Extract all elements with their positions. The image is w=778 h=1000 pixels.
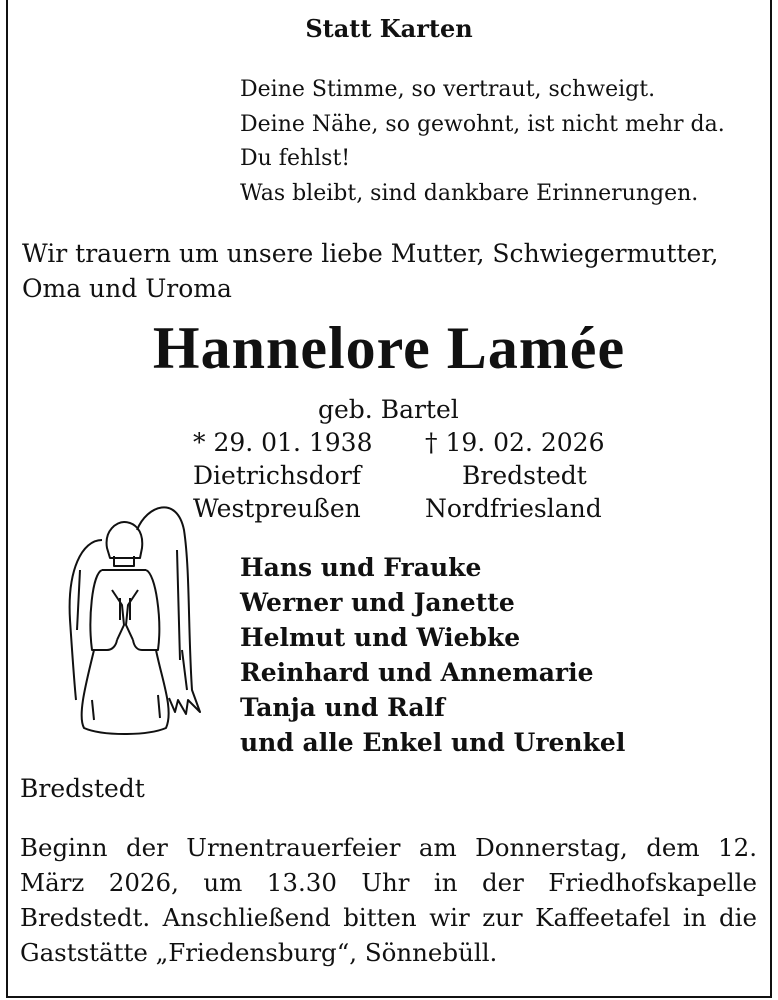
intro-line: Oma und Uroma xyxy=(22,274,232,303)
ceremony-text: Beginn der Urnentrauerfeier am Donnerstag, dem 12. März 2026, um 13.30 Uhr in der Friedhofskapelle Bredstedt. Anschließend bitten wir zur Kaffeetafel in die Gaststätte „Friedensburg“, Sönnebüll. xyxy=(20,833,757,967)
family-member: Reinhard und Annemarie xyxy=(240,658,594,687)
family-member: Tanja und Ralf xyxy=(240,693,445,722)
poem xyxy=(240,73,725,211)
maiden-name: geb. Bartel xyxy=(318,395,459,424)
death-place: Bredstedt xyxy=(462,461,587,490)
birth-date: * 29. 01. 1938 xyxy=(193,428,373,457)
family-list xyxy=(240,550,625,760)
death-date: † 19. 02. 2026 xyxy=(425,428,605,457)
family-member: und alle Enkel und Urenkel xyxy=(240,728,626,757)
poem-line: Deine Stimme, so vertraut, schweigt. xyxy=(240,77,656,102)
poem-line: Was bleibt, sind dankbare Erinnerungen. xyxy=(240,180,699,206)
birth-region: Westpreußen xyxy=(193,494,361,523)
place-text: Bredstedt xyxy=(20,774,145,803)
family-member: Hans und Frauke xyxy=(240,553,482,582)
family-member: Werner und Janette xyxy=(240,588,515,617)
death-region: Nordfriesland xyxy=(425,494,602,523)
intro-line: Wir trauern um unsere liebe Mutter, Schwiegermutter, xyxy=(22,239,719,268)
intro-text xyxy=(22,236,718,306)
angel-illustration xyxy=(62,500,207,740)
deceased-name: Hannelore Lamée xyxy=(152,315,626,381)
birth-place: Dietrichsdorf xyxy=(193,461,362,490)
poem-line: Du fehlst! xyxy=(240,146,351,171)
poem-line: Deine Nähe, so gewohnt, ist nicht mehr da. xyxy=(240,111,725,137)
family-member: Helmut und Wiebke xyxy=(240,623,521,652)
header-title: Statt Karten xyxy=(305,14,473,43)
